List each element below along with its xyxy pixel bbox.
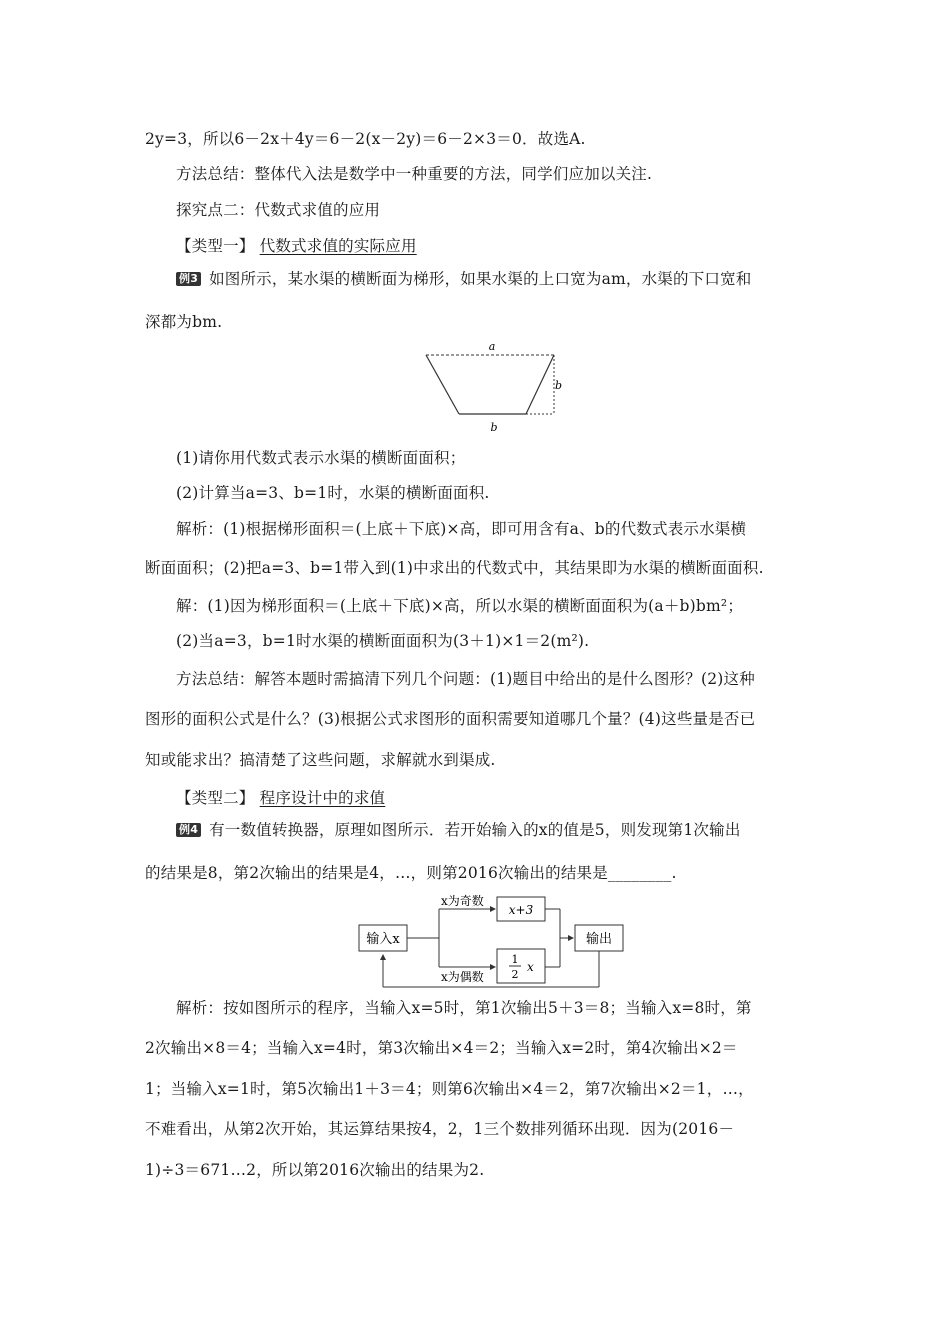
analysis-line: 解析：按如图所示的程序，当输入x=5时，第1次输出5＋3＝8；当输入x=8时，第 — [176, 999, 752, 1017]
section-heading: 探究点二：代数式求值的应用 — [176, 201, 381, 219]
label-b-height: b — [555, 379, 563, 392]
text-line: 2y=3，所以6－2x＋4y＝6－2(x－2y)＝6－2×3＝0．故选A. — [145, 130, 586, 148]
type-two-heading — [176, 787, 810, 809]
analysis-line: 解析：(1)根据梯形面积＝(上底＋下底)×高，即可用含有a、b的代数式表示水渠横 — [176, 520, 747, 538]
example-tag: 例4 — [176, 823, 201, 837]
analysis-line: 1)÷3＝671…2，所以第2016次输出的结果为2. — [145, 1161, 485, 1179]
example-text: 如图所示，某水渠的横断面为梯形，如果水渠的上口宽为am，水渠的下口宽和 — [209, 270, 752, 288]
analysis-line: 1；当输入x=1时，第5次输出1＋3＝4；则第6次输出×4＝2，第7次输出×2＝1，…， — [145, 1080, 754, 1098]
method-summary: 方法总结：整体代入法是数学中一种重要的方法，同学们应加以关注. — [176, 165, 653, 183]
type-one-heading — [176, 235, 810, 257]
method-line: 图形的面积公式是什么？(3)根据公式求图形的面积需要知道哪几个量？(4)这些量是否已 — [145, 710, 756, 728]
method-line: 方法总结：解答本题时需搞清下列几个问题：(1)题目中给出的是什么图形？(2)这种 — [176, 670, 755, 688]
flow-diagram — [355, 893, 631, 993]
type-bracket: 【类型一】 — [176, 237, 255, 255]
solution-line: (2)当a=3，b=1时水渠的横断面面积为(3＋1)×1＝2(m²). — [176, 632, 590, 650]
fraction-var: x — [527, 960, 534, 974]
left-edge — [426, 355, 459, 414]
odd-label: x为奇数 — [441, 894, 484, 908]
example-4-line — [176, 819, 810, 841]
type-bracket: 【类型二】 — [176, 789, 255, 807]
even-label: x为偶数 — [441, 970, 484, 984]
question-2: (2)计算当a=3、b=1时，水渠的横断面面积. — [176, 484, 490, 502]
input-label: 输入x — [366, 932, 400, 947]
type-title: 代数式求值的实际应用 — [259, 237, 417, 255]
fraction-denominator: 2 — [511, 968, 519, 981]
example-tag: 例3 — [176, 272, 201, 286]
label-a: a — [488, 340, 496, 353]
output-label: 输出 — [585, 932, 613, 947]
type-title: 程序设计中的求值 — [259, 789, 386, 807]
analysis-line: 断面面积；(2)把a=3、b=1带入到(1)中求出的代数式中，其结果即为水渠的横断面面积. — [145, 559, 764, 577]
trapezoid-diagram — [420, 338, 570, 436]
example-text: 有一数值转换器，原理如图所示．若开始输入的x的值是5，则发现第1次输出 — [209, 821, 741, 839]
analysis-line: 2次输出×8＝4；当输入x=4时，第3次输出×4＝2；当输入x=2时，第4次输出×2＝ — [145, 1039, 738, 1057]
label-b-bottom: b — [490, 421, 498, 434]
right-edge — [526, 355, 554, 414]
analysis-line: 不难看出，从第2次开始，其运算结果按4，2，1三个数排列循环出现．因为(2016－ — [145, 1120, 735, 1138]
odd-op-label: x+3 — [508, 903, 534, 917]
example-3-line — [176, 268, 810, 290]
solution-line: 解：(1)因为梯形面积＝(上底＋下底)×高，所以水渠的横断面面积为(a＋b)bm²； — [176, 597, 744, 615]
text-line: 的结果是8，第2次输出的结果是4，…，则第2016次输出的结果是________. — [145, 864, 677, 882]
fraction-numerator: 1 — [511, 953, 519, 966]
method-line: 知或能求出？搞清楚了这些问题，求解就水到渠成. — [145, 751, 496, 769]
text-line: 深都为bm. — [145, 313, 223, 331]
question-1: (1)请你用代数式表示水渠的横断面面积； — [176, 449, 466, 467]
